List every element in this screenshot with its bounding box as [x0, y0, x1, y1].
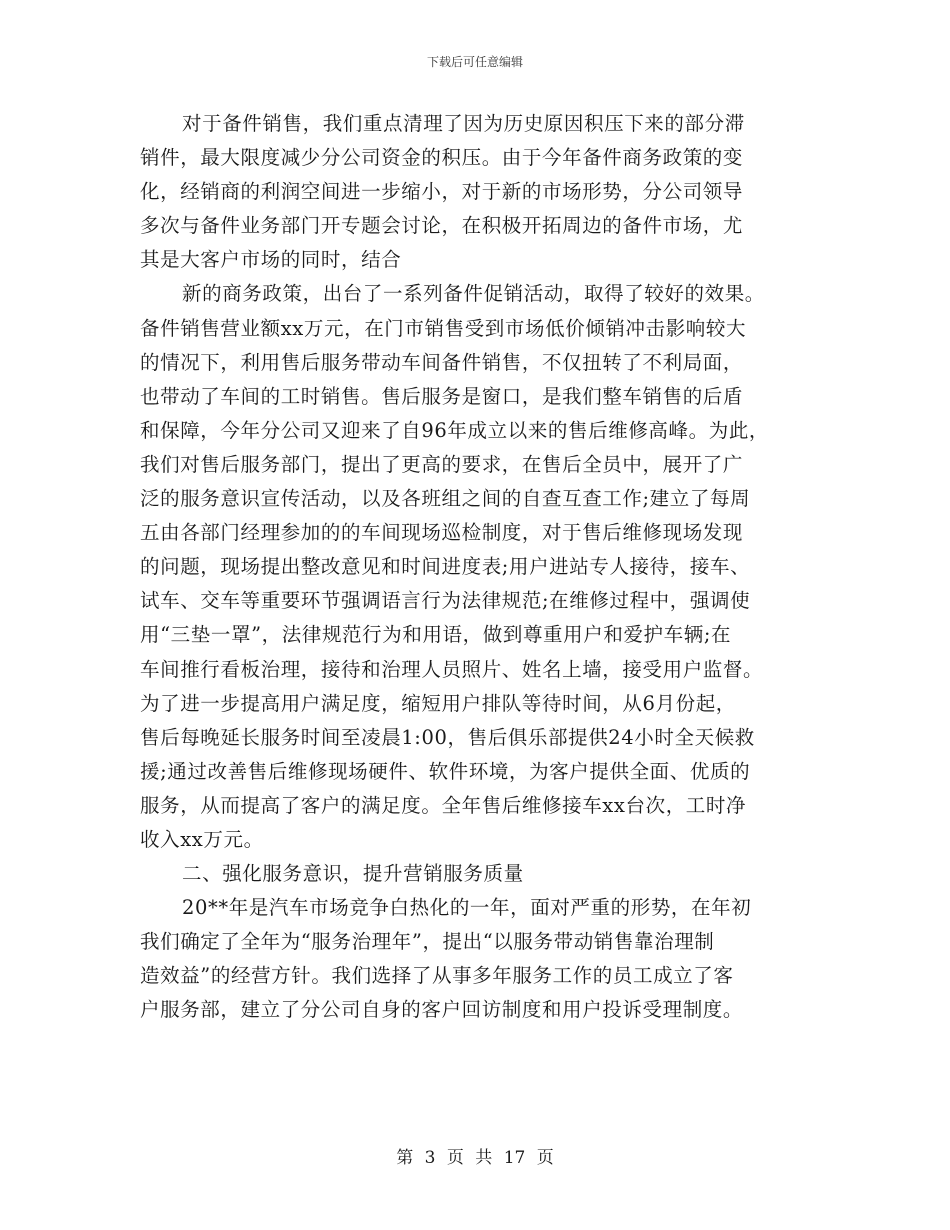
- page-header: 下载后可任意编辑: [426, 55, 523, 69]
- text-line: 售后每晚延长服务时间至凌晨1:00，售后俱乐部提供24小时全天候救: [140, 725, 755, 749]
- page-number-footer: 第 3 页 共 17 页: [396, 1148, 554, 1168]
- text-line: 的问题，现场提出整改意见和时间进度表;用户进站专人接待，接车、: [140, 555, 751, 579]
- text-line: 和保障，今年分公司又迎来了自96年成立以来的售后维修高峰。为此，: [140, 418, 770, 442]
- text-line: 服务，从而提高了客户的满足度。全年售后维修接车xx台次，工时净: [140, 793, 747, 817]
- text-line: 也带动了车间的工时销售。售后服务是窗口，是我们整车销售的后盾: [140, 384, 744, 408]
- text-line: 用“三垫一罩”，法律规范行为和用语，做到尊重用户和爱护车辆;在: [140, 623, 732, 647]
- text-line: 的情况下，利用售后服务带动车间备件销售，不仅扭转了不利局面，: [140, 350, 744, 374]
- text-line: 造效益”的经营方针。我们选择了从事多年服务工作的员工成立了客: [140, 964, 734, 988]
- text-line: 为了进一步提高用户满足度，缩短用户排队等待时间，从6月份起，: [140, 691, 736, 715]
- text-line: 备件销售营业额xx万元，在门市销售受到市场低价倾销冲击影响较大: [140, 316, 747, 340]
- text-line: 二、强化服务意识，提升营销服务质量: [182, 862, 524, 886]
- text-line: 对于备件销售，我们重点清理了因为历史原因积压下来的部分滞: [182, 112, 745, 135]
- text-line: 20**年是汽车市场竞争白热化的一年，面对严重的形势，在年初: [182, 896, 752, 920]
- text-line: 援;通过改善售后维修现场硬件、软件环境，为客户提供全面、优质的: [140, 759, 751, 783]
- text-line: 销件，最大限度减少分公司资金的积压。由于今年备件商务政策的变: [140, 146, 744, 170]
- text-line: 多次与备件业务部门开专题会讨论，在积极开拓周边的备件市场，尤: [140, 214, 744, 238]
- text-line: 新的商务政策，出台了一系列备件促销活动，取得了较好的效果。: [182, 282, 765, 306]
- document-body: [140, 107, 820, 1028]
- text-line: 试车、交车等重要环节强调语言行为法律规范;在维修过程中，强调使: [140, 589, 751, 613]
- text-line: 我们对售后服务部门，提出了更高的要求，在售后全员中，展开了广: [140, 452, 744, 476]
- text-line: 泛的服务意识宣传活动，以及各班组之间的自查互查工作;建立了每周: [140, 487, 751, 511]
- text-line: 我们确定了全年为“服务治理年”，提出“以服务带动销售靠治理制: [140, 930, 715, 954]
- text-line: 其是大客户市场的同时，结合: [140, 248, 402, 272]
- text-line: 五由各部门经理参加的的车间现场巡检制度，对于售后维修现场发现: [140, 521, 744, 545]
- text-line: 户服务部，建立了分公司自身的客户回访制度和用户投诉受理制度。: [140, 998, 744, 1022]
- text-line: 化，经销商的利润空间进一步缩小，对于新的市场形势，分公司领导: [140, 180, 744, 204]
- text-line: 车间推行看板治理，接待和治理人员照片、姓名上墙，接受用户监督。: [140, 657, 764, 681]
- text-line: 收入xx万元。: [140, 827, 264, 851]
